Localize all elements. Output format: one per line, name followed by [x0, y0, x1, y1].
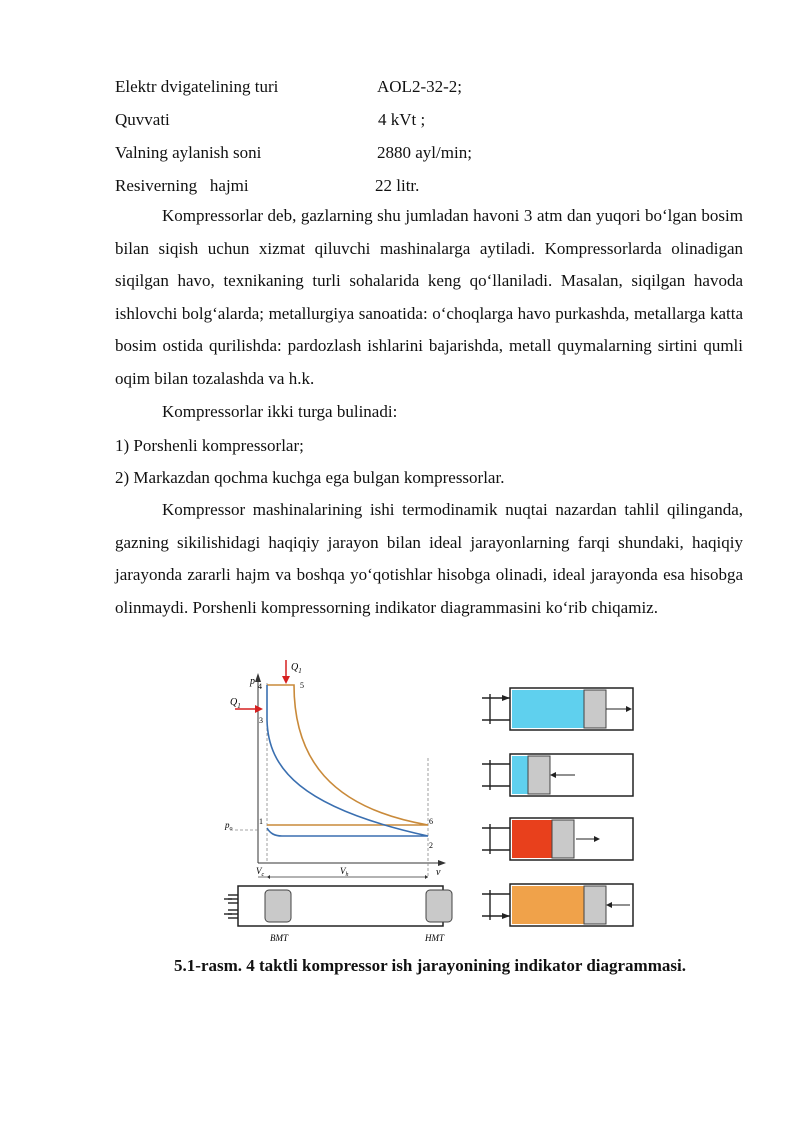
spec-value: 2880 ayl/min;	[377, 143, 472, 162]
heat-input-arrowhead-top	[282, 676, 290, 684]
stroke-expansion	[482, 818, 633, 860]
pv-diagram	[224, 660, 452, 943]
point-4-label: 4	[258, 682, 262, 691]
ideal-cycle-curve	[267, 685, 428, 825]
bmt-label: BMT	[270, 933, 288, 943]
list-item: 1) Porshenli kompressorlar;	[115, 436, 304, 455]
heat-input-arrowhead-left	[255, 705, 263, 713]
spec-label: Valning aylanish soni	[115, 143, 262, 162]
list-item: 2) Markazdan qochma kuchga ega bulgan kompressorlar.	[115, 468, 505, 487]
stroke-compression	[482, 754, 633, 796]
vh-arrow-left	[267, 875, 270, 879]
spec-label: Resiverning hajmi	[115, 176, 249, 195]
spec-label: Elektr dvigatelining turi	[115, 77, 279, 96]
figure-caption: 5.1-rasm. 4 taktli kompressor ish jarayonining indikator diagrammasi.	[174, 956, 686, 975]
paragraph-analysis: Kompressor mashinalarining ishi termodinamik nuqtai nazardan tahlil qilinganda, gazning sikilishidagi haqiqiy jarayon bilan ideal jarayonlarning farqi shundaki, haqiqiy jarayonda zararli hajm va boshqa yo‘qotishlar hisobga olinadi, ideal jarayonda esa hisobga olinmaydi. Porshenli kompressorning indikator diagrammasini ko‘rib chiqamiz.	[115, 500, 743, 617]
q-top-label: $Q_1$	[291, 662, 302, 675]
point-1-label: 1	[259, 817, 263, 826]
indicator-diagram-figure	[220, 658, 640, 948]
spec-label: Quvvati	[115, 110, 170, 129]
q-left-label: $Q_1$	[230, 697, 241, 710]
valve-springs	[224, 895, 238, 918]
point-3-label: 3	[259, 716, 263, 725]
vc-label: $V_c$	[256, 866, 265, 878]
paragraph-types-intro: Kompressorlar ikki turga bulinadi:	[162, 402, 398, 421]
v-axis-arrow	[438, 860, 446, 866]
spec-value: 22 litr.	[375, 176, 420, 195]
p0-label: $p_o$	[225, 820, 233, 832]
vh-arrow-right	[425, 875, 428, 879]
point-6-label: 6	[429, 817, 433, 826]
piston-bmt	[265, 890, 291, 922]
stroke-intake	[482, 688, 633, 730]
paragraph-definition: Kompressorlar deb, gazlarning shu jumladan havoni 3 atm dan yuqori bo‘lgan bosim bilan siqish uchun xizmat qiluvchi mashinalarga aytiladi. Kompressorlarda olinadigan siqilgan havo, texnikaning turli sohalarida keng qo‘llaniladi. Masalan, siqilgan havoda ishlovchi bolg‘alarda; metallurgiya sanoatida: o‘choqlarga havo purkashda, metallarga katta bosim ostida qurilishda: pardozlash ishlarini bajarishda, metall quymalarning sirtini qumli oqim bilan tozalashda va h.k.	[115, 206, 743, 388]
spec-value: 4 kVt ;	[378, 110, 426, 129]
v-axis-label: v	[436, 867, 441, 878]
p-axis-label: p	[250, 676, 255, 687]
point-2-label: 2	[429, 841, 433, 850]
spec-value: AOL2-32-2;	[377, 77, 462, 96]
hmt-label: HMT	[425, 933, 445, 943]
vh-label: $V_h$	[340, 866, 349, 878]
p-axis-arrow	[255, 673, 261, 682]
piston-hmt	[426, 890, 452, 922]
stroke-exhaust	[482, 884, 633, 926]
point-5-label: 5	[300, 681, 304, 690]
real-cycle-curve	[267, 685, 428, 836]
